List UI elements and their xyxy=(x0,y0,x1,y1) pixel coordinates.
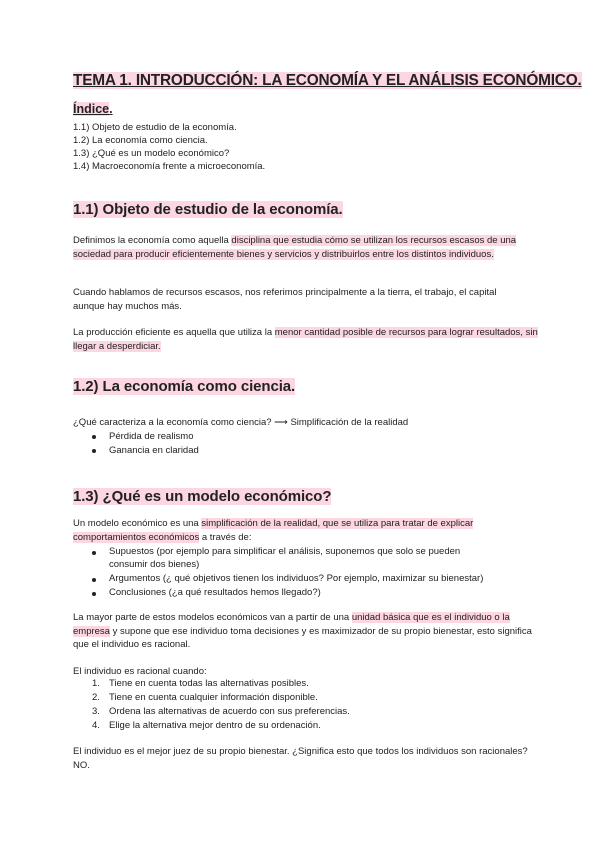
index-item: 1.3) ¿Qué es un modelo económico? xyxy=(73,148,230,159)
list-number: 1. xyxy=(92,678,100,689)
index-item: 1.4) Macroeconomía frente a microeconomía. xyxy=(73,161,266,172)
paragraph: ¿Qué caracteriza a la economía como ciencia? ⟶ Simplificación de la realidad xyxy=(73,417,409,428)
list-number: 3. xyxy=(92,706,100,717)
list-item: Ganancia en claridad xyxy=(109,445,199,456)
paragraph: Cuando hablamos de recursos escasos, nos referimos principalmente a la tierra, el trabajo, el capital aunque hay muchos más. xyxy=(73,287,497,312)
list-number: 4. xyxy=(92,720,100,731)
list-item: Tiene en cuenta cualquier información disponible. xyxy=(109,692,318,703)
section-heading-1-1: 1.1) Objeto de estudio de la economía. xyxy=(73,201,343,218)
paragraph: Definimos la economía como aquella disciplina que estudia cómo se utilizan los recursos escasos de una sociedad para producir eficientemente bienes y servicios y distribuirlos entre los distintos individuos. xyxy=(73,235,517,260)
list-item-continuation: consumir dos bienes) xyxy=(109,559,200,570)
bullet-icon xyxy=(92,578,96,582)
list-item: Tiene en cuenta todas las alternativas posibles. xyxy=(109,678,309,689)
bullet-icon xyxy=(92,551,96,555)
list-item: Supuestos (por ejemplo para simplificar el análisis, suponemos que solo se pueden xyxy=(109,546,461,557)
index-item: 1.1) Objeto de estudio de la economía. xyxy=(73,122,237,133)
bullet-icon xyxy=(92,592,96,596)
bullet-icon xyxy=(92,435,96,439)
document-title: TEMA 1. INTRODUCCIÓN: LA ECONOMÍA Y EL ANÁLISIS ECONÓMICO. xyxy=(73,72,582,89)
list-item: Conclusiones (¿a qué resultados hemos llegado?) xyxy=(109,587,321,598)
list-number: 2. xyxy=(92,692,100,703)
list-item: Argumentos (¿ qué objetivos tienen los individuos? Por ejemplo, maximizar su bienestar) xyxy=(109,573,484,584)
section-heading-1-2: 1.2) La economía como ciencia. xyxy=(73,378,296,395)
index-item: 1.2) La economía como ciencia. xyxy=(73,135,208,146)
section-heading-1-3: 1.3) ¿Qué es un modelo económico? xyxy=(73,488,332,505)
paragraph: Un modelo económico es una simplificación de la realidad, que se utiliza para tratar de explicar comportamientos económicos a través de: xyxy=(73,518,474,543)
paragraph: La mayor parte de estos modelos económicos van a partir de una unidad básica que es el individuo o la empresa y supone que ese individuo toma decisiones y es maximizador de su propio bienestar, esto significa que el individuo es racional. xyxy=(73,612,532,651)
list-item: Pérdida de realismo xyxy=(109,431,194,442)
list-item: Ordena las alternativas de acuerdo con sus preferencias. xyxy=(109,706,350,717)
bullet-icon xyxy=(92,449,96,453)
paragraph: El individuo es el mejor juez de su propio bienestar. ¿Significa esto que todos los individuos son racionales? NO. xyxy=(73,746,528,771)
index-heading: Índice. xyxy=(73,102,113,116)
paragraph: El individuo es racional cuando: xyxy=(73,666,207,677)
list-item: Elige la alternativa mejor dentro de su ordenación. xyxy=(109,720,321,731)
paragraph: La producción eficiente es aquella que utiliza la menor cantidad posible de recursos para lograr resultados, sin llegar a desperdiciar. xyxy=(73,327,538,352)
